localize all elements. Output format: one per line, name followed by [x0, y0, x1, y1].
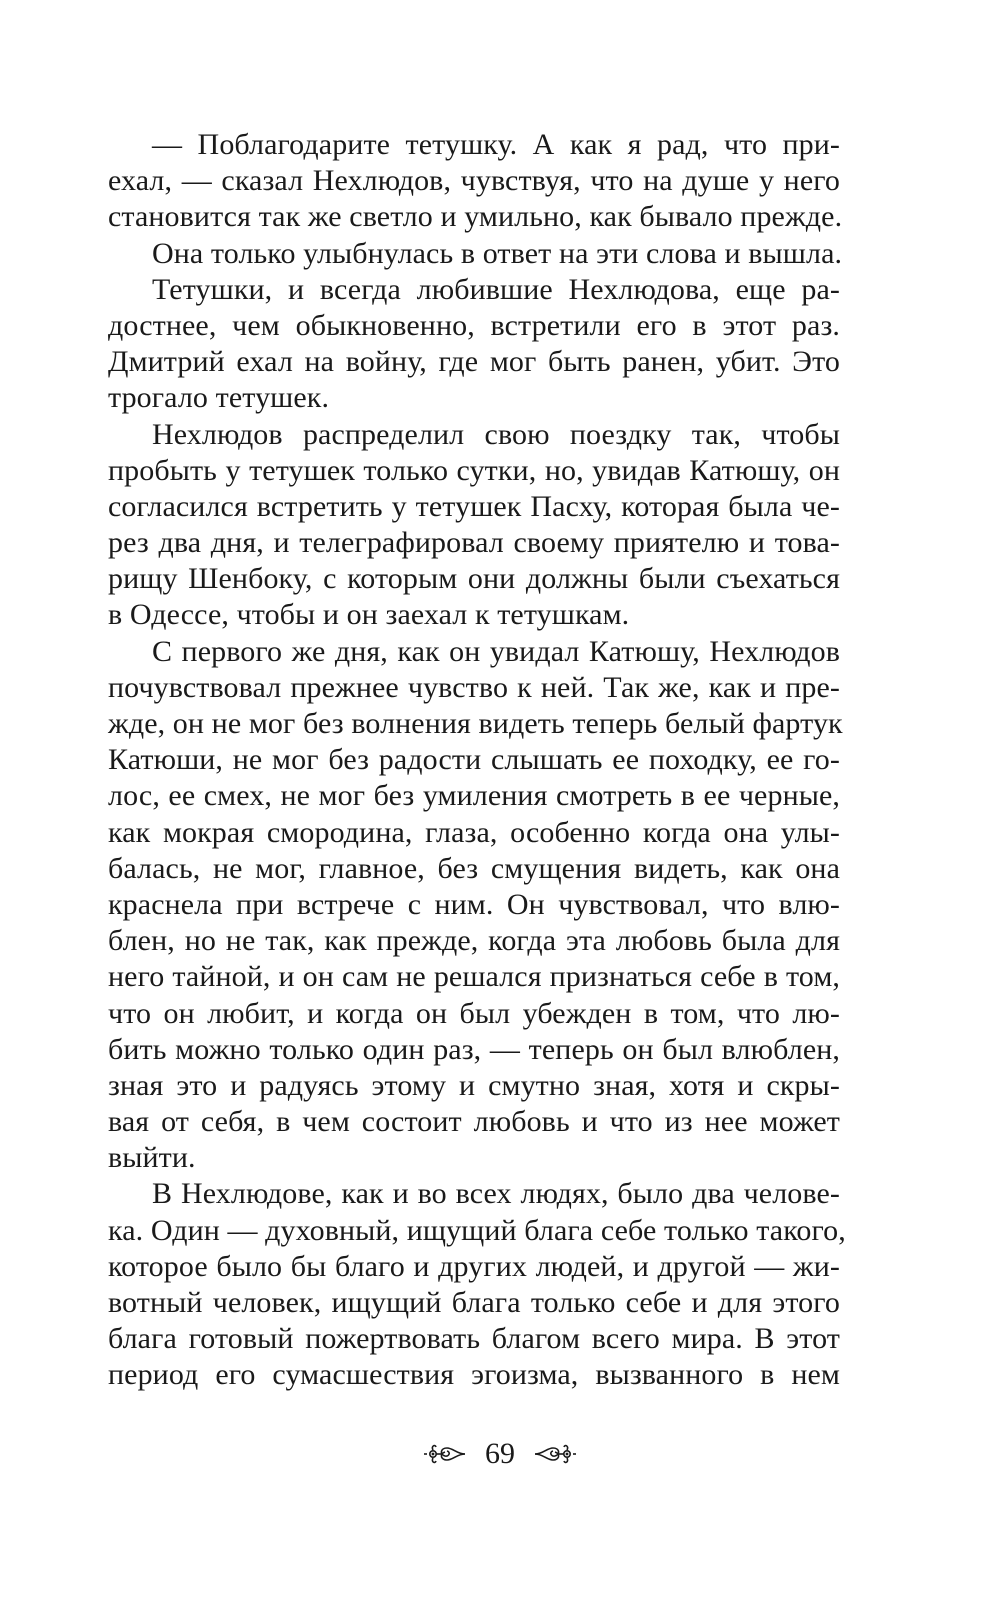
text-line: Она только улыбнулась в ответ на эти слова и вышла. — [152, 236, 843, 270]
text-line: достнее, чем обыкновенно, встретили его в этот раз. — [108, 308, 840, 342]
text-line: рез два дня, и телеграфировал своему приятелю и това- — [108, 526, 840, 560]
text-line: как мокрая смородина, глаза, особенно когда она улы- — [108, 815, 840, 849]
text-line: становится так же светло и умильно, как бывало прежде. — [108, 200, 843, 234]
page-footer — [0, 1434, 1000, 1474]
text-line: Дмитрий ехал на войну, где мог быть ранен, убит. Это — [108, 345, 840, 379]
text-line: бить можно только один раз, — теперь он был влюблен, — [108, 1032, 840, 1066]
text-line: краснела при встрече с ним. Он чувствовал, что влю- — [108, 887, 840, 921]
text-line: зная это и радуясь этому и смутно зная, хотя и скры- — [108, 1068, 840, 1102]
floral-ornament-left-icon — [423, 1442, 467, 1466]
text-line: С первого же дня, как он увидал Катюшу, Нехлюдов — [152, 634, 840, 668]
text-line: жде, он не мог без волнения видеть теперь белый фартук — [108, 707, 843, 740]
text-line: Катюши, не мог без радости слышать ее походку, ее го- — [108, 743, 840, 777]
text-line: В Нехлюдове, как и во всех людях, было два челове- — [152, 1177, 840, 1211]
text-line: Тетушки, и всегда любившие Нехлюдова, еще ра- — [152, 272, 840, 306]
text-line: вотный человек, ищущий блага только себе и для этого — [108, 1286, 840, 1319]
text-line: которое было бы благо и других людей, и другой — жи- — [108, 1249, 840, 1283]
paragraph — [108, 272, 840, 417]
text-line: период его сумасшествия эгоизма, вызванного в нем — [108, 1358, 840, 1392]
text-line: трогало тетушек. — [108, 381, 330, 415]
text-line: выйти. — [108, 1141, 196, 1175]
text-line: в Одессе, чтобы и он заехал к тетушкам. — [108, 598, 630, 632]
text-line: Нехлюдов распределил свою поездку так, чтобы — [152, 417, 840, 451]
text-line: почувствовал прежнее чувство к ней. Так же, как и пре- — [108, 670, 840, 704]
paragraph — [108, 417, 840, 634]
floral-ornament-right-icon — [533, 1442, 577, 1466]
text-line: блен, но не так, как прежде, когда эта любовь была для — [108, 924, 840, 958]
text-line: пробыть у тетушек только сутки, но, увидав Катюшу, он — [108, 453, 840, 487]
text-line: — Поблагодарите тетушку. А как я рад, что при- — [152, 128, 840, 161]
text-line: что он любит, и когда он был убежден в том, что лю- — [108, 996, 840, 1030]
paragraph — [108, 236, 843, 272]
text-line: согласился встретить у тетушек Пасху, которая была че- — [108, 489, 840, 523]
text-line: блага готовый пожертвовать благом всего мира. В этот — [108, 1322, 840, 1356]
paragraph — [108, 1176, 846, 1393]
paragraph — [108, 127, 843, 236]
body-text — [108, 127, 846, 1394]
text-line: ехал, — сказал Нехлюдов, чувствуя, что на душе у него — [108, 164, 840, 198]
text-line: рищу Шенбоку, с которым они должны были съехаться — [108, 562, 840, 596]
page-number: 69 — [485, 1437, 515, 1471]
text-line: лос, ее смех, не мог без умиления смотреть в ее черные, — [108, 779, 840, 813]
text-line: балась, не мог, главное, без смущения видеть, как она — [108, 851, 840, 885]
paragraph — [108, 634, 843, 1177]
text-line: вая от себя, в чем состоит любовь и что из нее может — [108, 1105, 840, 1139]
text-line: ка. Один — духовный, ищущий блага себе только такого, — [108, 1213, 846, 1247]
text-line: него тайной, и он сам не решался признаться себе в том, — [108, 960, 840, 994]
